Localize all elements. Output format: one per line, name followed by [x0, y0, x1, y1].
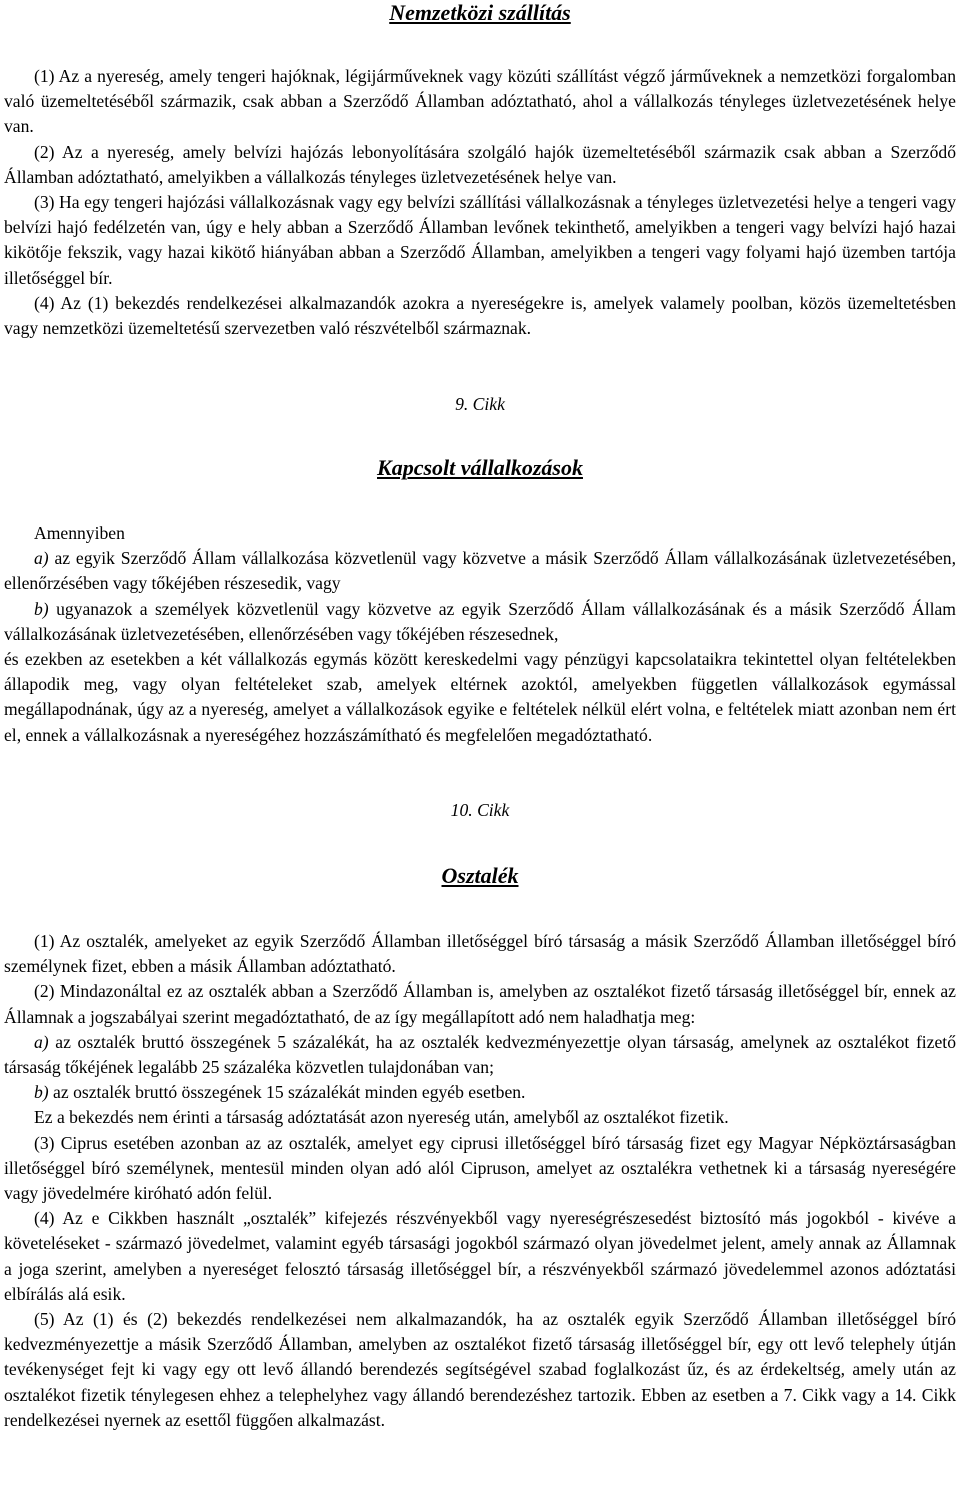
- point-b-text: ugyanazok a személyek közvetlenül vagy közvetve az egyik Szerződő Állam vállalkozásának és a másik Szerződő Állam vállalkozásának üzletvezetésében, ellenőrzésében vagy tőkéjében részesednek,: [4, 598, 956, 644]
- section-heading-international-transport: Nemzetközi szállítás: [389, 0, 571, 25]
- paragraph-10-2-point-a: [4, 1030, 956, 1080]
- article-8-paragraphs: [4, 64, 956, 341]
- article-9-point-a: [4, 546, 956, 596]
- point-a-label: a): [34, 1031, 49, 1052]
- paragraph-10-5: (5) Az (1) és (2) bekezdés rendelkezései nem alkalmazandók, ha az osztalék egyik Szerződő Államban illetőséggel bíró kedvezményezettje a másik Szerződő Államban, amelyben az osztalékot fizető társaság illetőséggel bír, egy ott levő telephely útján tevékenységet fejt ki vagy egy ott levő állandó berendezés segítségével szabad foglalkozást űz, és az érdekeltség, amely után az osztalékot fizetik ténylegesen ehhez a telephelyhez vagy állandó berendezéshez tartozik. Ebben az esetben a 7. Cikk vagy a 14. Cikk rendelkezései nyernek az esettől függően alkalmazást.: [4, 1309, 956, 1430]
- paragraph-10-3: (3) Ciprus esetében azonban az az osztalék, amelyet egy ciprusi illetőséggel bíró társaság fizet egy Magyar Népköztársaságban illetőséggel bíró személynek, mentesül minden olyan adó alól Cipruson, amelyet az osztalékra vethetnek ki a társaság nyereségére vagy jövedelmére kiróható adón felül.: [4, 1132, 956, 1204]
- article-10-body: [4, 929, 956, 1433]
- article-9-point-b: [4, 597, 956, 647]
- paragraph-10-4: (4) Az e Cikkben használt „osztalék” kifejezés részvényekből vagy nyereségrészesedést biztosító más jogokból - kivéve a követeléseket - származó jövedelmet, valamint egyéb társasági jogokból származó olyan jövedelmet jelent, amely annak az Államnak a joga szerint, amelyben a nyereséget felosztó társaság illetőséggel bír, a részvényekből származó jövedelemmel azonos adóztatási elbírálás alá esik.: [4, 1208, 956, 1304]
- paragraph-10-2-point-b: [4, 1080, 956, 1105]
- paragraph-8-4: (4) Az (1) bekezdés rendelkezései alkalmazandók azokra a nyereségekre is, amelyek valamely poolban, közös üzemeltetésben vagy nemzetközi üzemeltetésű szervezetben való részvételből származnak.: [4, 292, 956, 339]
- paragraph-8-1: (1) Az a nyereség, amely tengeri hajóknak, légijárműveknek vagy közúti szállítást végző járműveknek a nemzetközi forgalomban való üzemeltetéséből származik, csak abban a Szerződő Államban adóztatható, ahol a vállalkozás tényleges üzletvezetésének helye van.: [4, 66, 956, 137]
- article-title-dividends: Osztalék: [441, 863, 519, 888]
- article-number-10: 10. Cikk: [450, 800, 510, 820]
- paragraph-10-1: (1) Az osztalék, amelyeket az egyik Szerződő Államban illetőséggel bíró társaság a másik Szerződő Államban illetőséggel bíró személynek fizet, ebben a másik Államban adóztatható.: [4, 931, 956, 977]
- paragraph-10-2: (2) Mindazonáltal ez az osztalék abban a Szerződő Államban is, amelyben az osztalékot fizető társaság illetőséggel bír, ennek az Államnak a jogszabályai szerint megadóztatható, de az így megállapított adó nem haladhatja meg:: [4, 981, 956, 1027]
- point-b-label: b): [34, 598, 49, 619]
- paragraph-10-2-end: Ez a bekezdés nem érinti a társaság adóztatását azon nyereség után, amelyből az osztalékot fizetik.: [34, 1107, 729, 1128]
- article-9-body: [4, 521, 956, 748]
- point-b-text: az osztalék bruttó összegének 15 százalékát minden egyéb esetben.: [48, 1082, 526, 1103]
- point-a-text: az egyik Szerződő Állam vállalkozása közvetlenül vagy közvetve a másik Szerződő Állam vállalkozásának üzletvezetésében, ellenőrzésében vagy tőkéjében részesedik, vagy: [4, 548, 956, 594]
- article-number-9: 9. Cikk: [455, 394, 505, 414]
- article-title-associated-enterprises: Kapcsolt vállalkozások: [377, 455, 583, 480]
- point-b-label: b): [34, 1082, 49, 1103]
- point-a-text: az osztalék bruttó összegének 5 százalékát, ha az osztalék kedvezményezettje olyan társaság, amelynek az osztalékot fizető társaság tőkéjének legalább 25 százaléka közvetlen tulajdonában van;: [4, 1031, 956, 1078]
- paragraph-8-3: (3) Ha egy tengeri hajózási vállalkozásnak vagy egy belvízi szállítási vállalkozásnak a tényleges üzletvezetési helye a tengeri vagy belvízi hajó fedélzetén van, úgy e hely abban a Szerződő Államban levőnek tekinthető, amelyikben a tengeri vagy belvízi hajó hazai kikötője fekszik, vagy hazai kikötő hiányában abban a Szerződő Államban, amelyikben a tengeri vagy folyami hajó üzemben tartója illetőséggel bír.: [4, 192, 956, 288]
- article-9-intro: Amennyiben: [34, 523, 125, 543]
- article-9-rest: és ezekben az esetekben a két vállalkozás egymás között kereskedelmi vagy pénzügyi kapcsolataikra tekintettel olyan feltételekben állapodik meg, vagy olyan feltételeket szab, amelyek eltérnek azoktól, amelyekben független vállalkozások egymással megállapodnának, úgy az a nyereség, amelyet a vállalkozások egyike e feltételek nélkül elért volna, e feltételek miatt azonban nem ért el, ennek a vállalkozásnak a nyereségéhez hozzászámítható és megfelelően megadóztatható.: [4, 649, 956, 745]
- point-a-label: a): [34, 548, 49, 569]
- paragraph-8-2: (2) Az a nyereség, amely belvízi hajózás lebonyolítására szolgáló hajók üzemeltetéséből származik csak abban a Szerződő Államban adóztatható, amelyikben a vállalkozás tényleges üzletvezetésének helye van.: [4, 141, 956, 187]
